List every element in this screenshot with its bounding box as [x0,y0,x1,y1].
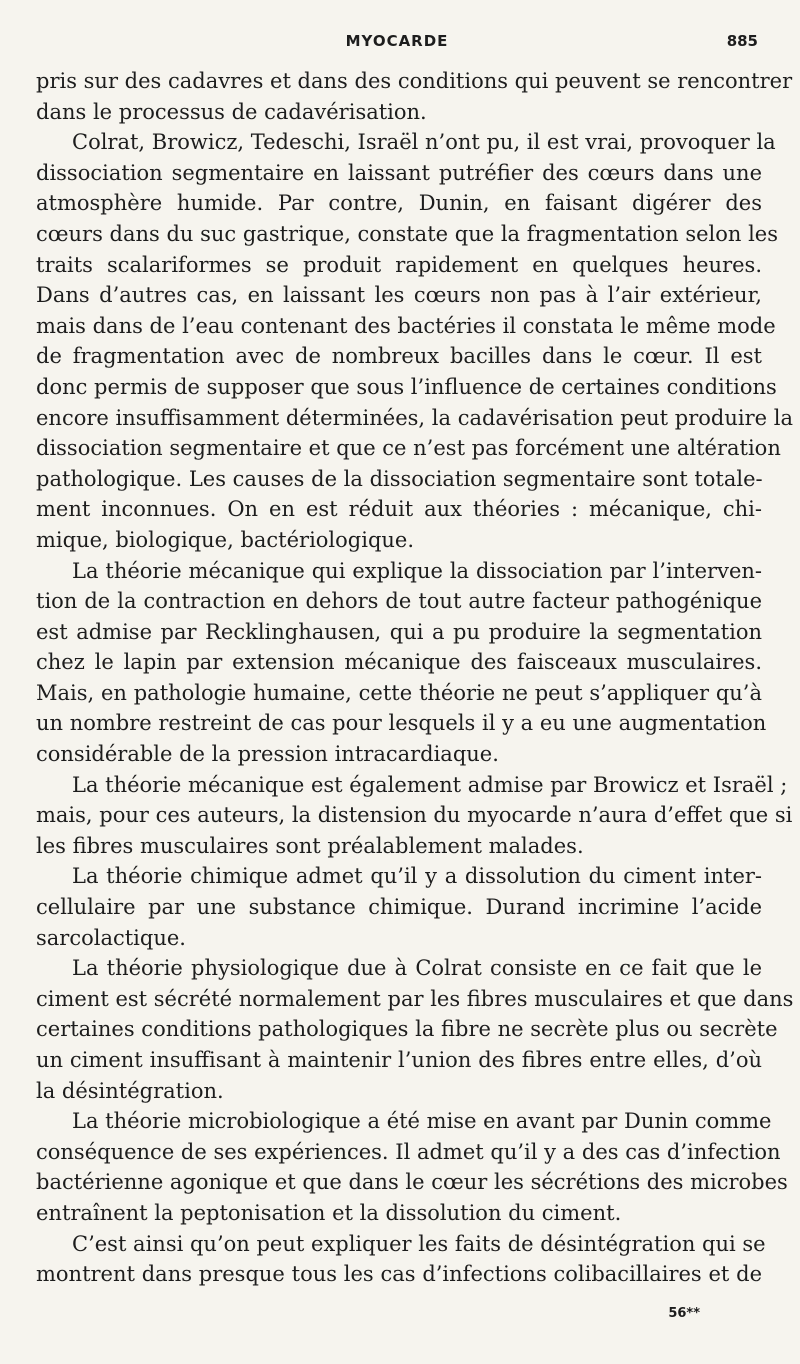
text-line: mais, pour ces auteurs, la distension du myocarde n’aura d’effet que si [36,803,793,828]
text-line: les fibres musculaires sont préalablement malades. [36,833,584,858]
text-line: dans le processus de cadavérisation. [36,99,427,124]
text-line: tion de la contraction en dehors de tout autre facteur pathogénique [36,589,762,614]
text-line: montrent dans presque tous les cas d’infections colibacillaires et de [36,1262,762,1287]
text-line: cœurs dans du suc gastrique, constate que la fragmentation selon les [36,221,779,246]
paragraph-first-line: La théorie mécanique qui explique la dissociation par l’interven- [72,558,762,583]
text-line: de fragmentation avec de nombreux bacilles dans le cœur. Il est [36,344,762,369]
text-line: ciment est sécrété normalement par les fibres musculaires et que dans [36,986,794,1011]
text-line: dissociation segmentaire et que ce n’est pas forcément une altération [36,436,781,461]
text-line: Dans d’autres cas, en laissant les cœurs non pas à l’air extérieur, [36,283,762,308]
text-line: mique, biologique, bactériologique. [36,527,415,552]
body-text [36,66,794,1290]
paragraph-first-line: Colrat, Browicz, Tedeschi, Israël n’ont pu, il est vrai, provoquer la [72,130,776,155]
signature-mark: 56** [668,1306,700,1321]
text-line: encore insuffisamment déterminées, la cadavérisation peut produire la [36,405,793,430]
text-line: cellulaire par une substance chimique. Durand incrimine l’acide [36,895,762,920]
page-header [36,28,758,54]
text-line: un ciment insuffisant à maintenir l’union des fibres entre elles, d’où [36,1048,762,1072]
text-line: dissociation segmentaire en laissant putréfier des cœurs dans une [36,160,762,185]
text-line: considérable de la pression intracardiaque. [36,742,499,767]
text-line: traits scalariformes se produit rapidement en quelques heures. [36,252,762,277]
paragraph-first-line: La théorie physiologique due à Colrat consiste en ce fait que le [72,956,762,981]
text-line: entraînent la peptonisation et la dissolution du ciment. [36,1200,622,1225]
text-line: atmosphère humide. Par contre, Dunin, en faisant digérer des [36,191,762,216]
text-line: la désintégration. [36,1078,224,1103]
running-title: MYOCARDE [345,32,449,50]
text-line: mais dans de l’eau contenant des bactéries il constata le même mode [36,313,776,338]
text-line: sarcolactique. [36,925,186,950]
text-line: certaines conditions pathologiques la fibre ne secrète plus ou secrète [36,1017,778,1042]
paragraph-first-line: La théorie chimique admet qu’il y a dissolution du ciment inter- [72,864,762,889]
text-line: un nombre restreint de cas pour lesquels il y a eu une augmentation [36,711,767,736]
paragraph-first-line: C’est ainsi qu’on peut expliquer les faits de désintégration qui se [72,1231,766,1256]
text-line: Mais, en pathologie humaine, cette théorie ne peut s’appliquer qu’à [36,680,762,705]
paragraph-first-line: La théorie mécanique est également admise par Browicz et Israël ; [72,772,788,797]
text-line: ment inconnues. On en est réduit aux théories : mécanique, chi- [36,497,762,522]
text-line: conséquence de ses expériences. Il admet qu’il y a des cas d’infection [36,1139,781,1164]
text-line: chez le lapin par extension mécanique des faisceaux musculaires. [36,650,762,675]
text-line: est admise par Recklinghausen, qui a pu produire la segmentation [36,619,762,644]
text-line: donc permis de supposer que sous l’influence de certaines conditions [36,374,777,399]
text-line: bactérienne agonique et que dans le cœur les sécrétions des microbes [36,1170,788,1195]
paragraph-first-line: La théorie microbiologique a été mise en avant par Dunin comme [72,1109,772,1134]
page-number: 885 [726,32,758,50]
text-line: pathologique. Les causes de la dissociation segmentaire sont totale- [36,466,763,491]
text-line: pris sur des cadavres et dans des conditions qui peuvent se rencontrer [36,69,793,93]
